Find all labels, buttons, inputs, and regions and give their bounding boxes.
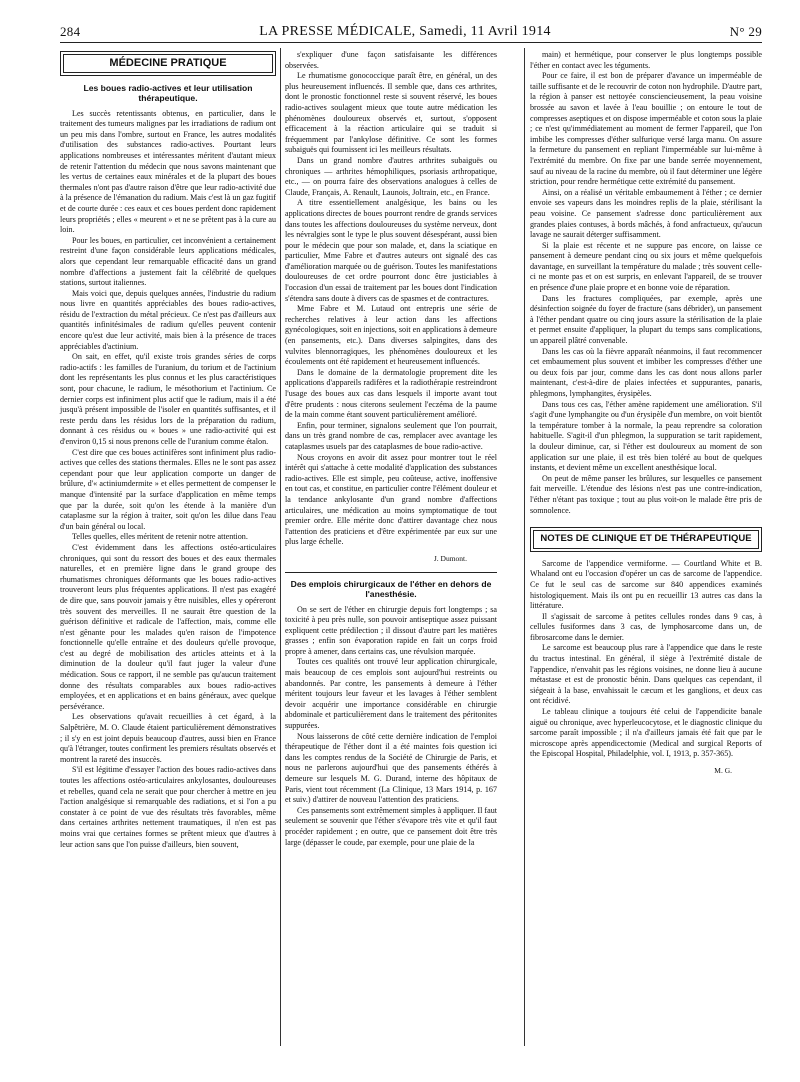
paragraph: Nous laisserons de côté cette dernière indication de l'emploi thérapeutique de l'éther dont il a été maintes fois question ici dans les comptes rendus de la Société de Chirurgie de Paris, et nous ne parlerons aujourd'hui que des pansements éthérés à demeure sur lesquels M. G. Durand, interne des hôpitaux de Paris, vient tout récemment (La Clinique, 13 Mars 1914, p. 167 et suiv.) d'attirer de nouveau l'attention des praticiens. bbox=[285, 731, 497, 805]
paragraph: C'est dire que ces boues actinifères sont infiniment plus radio-actives que celles des stations thermales. Elles ne le sont pas assez cependant pour que leur application comporte un danger de brûlure, d'« actiniumdermite » et elles permettent de compenser le manque d'intensité par la surface d'application en même temps que par la durée, soit qu'on les étende à la manière d'un cataplasme sur la région à traiter, soit qu'on les dilue dans l'eau d'un bain général ou local. bbox=[60, 447, 276, 531]
column-3 bbox=[530, 50, 762, 777]
paragraph: Ces pansements sont extrêmement simples à appliquer. Il faut seulement se souvenir que l'éther s'évapore très vite et qu'il faut procéder rapidement ; en outre, que ce pansement doit être très large (dépasser le coude, par exemple, pour une plaie de la bbox=[285, 805, 497, 847]
article-title: Des emplois chirurgicaux de l'éther en dehors de l'anesthésie. bbox=[290, 578, 492, 599]
column-divider bbox=[280, 48, 281, 1046]
paragraph: Le sarcome est beaucoup plus rare à l'appendice que dans le reste du tractus intestinal. En général, il siège à l'extrémité distale de l'appendice, n'envahit pas les régions voisines, ne donne lieu à aucune métastase et est de pronostic bénin. Dans quelques cas cependant, il siégeait à la base, envahissait le cæcum et les ganglions, et deux cas ont récidivé. bbox=[530, 643, 762, 706]
paragraph: Sarcome de l'appendice vermiforme. — Courtland White et B. Whaland ont eu l'occasion d'opérer un cas de sarcome de l'appendice. Ce fut le seul cas de sarcome sur 840 appendices examinés histologiquement. Mais ils ont pu en recueillir 13 autres cas dans la littérature. bbox=[530, 558, 762, 611]
page-number: 284 bbox=[60, 24, 81, 39]
article-separator bbox=[285, 572, 497, 573]
paragraph: Pour ce faire, il est bon de préparer d'avance un imperméable de taille suffisante et de le recouvrir de coton non hydrophile. D'autre part, la région à panser est nettoyée consciencieusement, la peau voisine brossée au savon et lavée à l'eau bouillie ; on entoure le tout de compresses aseptiques et on dispose imperméable et coton sous la plaie ; ce n'est qu'immédiatement au moment de fermer l'appareil, que l'on imbibe les compresses d'éther sulfurique versé larga manu. On assure la fermeture du pansement en repliant l'imperméable sur lui-même à l'extrémité du membre. On fixe par une bande serrée moyennement, sauf au niveau de la racine du membre, où il faut déterminer une légère striction, pour rendre hermétique cette extrémité du pansement. bbox=[530, 71, 762, 187]
column-1 bbox=[60, 50, 276, 850]
paragraph: Pour les boues, en particulier, cet inconvénient a certainement restreint d'une façon considérable leurs applications médicales, alors que cependant leur remarquable efficacité dans un grand nombre d'affections a justement fait la célébrité de quelques stations, surtout italiennes. bbox=[60, 235, 276, 288]
paragraph: S'il est légitime d'essayer l'action des boues radio-actives dans toutes les affections ostéo-articulaires ankylosantes, douloureuses et rebelles, quand cela ne serait que pour chercher à mettre en jeu l'action analgésique si remarquable des radiations, et si l'on a pu constater à ce point de vue des résultats très favorables, même dans certaines arthrites nettement traumatiques, il n'en est pas moins vrai que certaines formes se prêtent mieux que d'autres à leur action sans que l'on puisse d'ailleurs, bien souvent, bbox=[60, 765, 276, 849]
paragraph: Il s'agissait de sarcome à petites cellules rondes dans 9 cas, à cellules fusiformes dans 3 cas, de lymphosarcome dans un, de fibrosarcome dans le dernier. bbox=[530, 611, 762, 642]
paragraph: C'est évidemment dans les affections ostéo-articulaires chroniques, qui sont du ressort des boues et des eaux thermales naturelles, et en première ligne dans le grand groupe des rhumatismes chroniques déformants que les boues radio-actives trouveront leurs plus fréquentes applications. Il n'est pas exagéré de dire que, sans pouvoir jamais y être nuisibles, elles y opéreront très souvent des merveilles. Il ne saurait être question de la guérison définitive et radicale de l'affection, mais, comme elle n'est gênante pour les malades qu'en raison de l'impotence fonctionnelle qu'elle entraîne et des douleurs qu'elle provoque, c'est au degré de mobilisation des articles atteints et à la diminution de la douleur qu'il faut juger la valeur d'une médication. Sous ce rapport, il ne semble pas qu'aucun traitement donne des résultats comparables aux boues radio-actives employées, et en applications et en bains généraux, avec quelque persévérance. bbox=[60, 542, 276, 711]
column-2 bbox=[285, 50, 497, 848]
article-title: Les boues radio-actives et leur utilisation thérapeutique. bbox=[83, 82, 253, 104]
paragraph: s'expliquer d'une façon satisfaisante les différences observées. bbox=[285, 50, 497, 70]
paragraph: Le tableau clinique a toujours été celui de l'appendicite banale aiguë ou chronique, avec hyperleucocytose, et le diagnostic clinique du sarcome paraît impossible ; il n'a d'ailleurs jamais été fait que par le microscope après appendicectomie (Medical and surgical Reports of the Episcopal Hospital, Philadelphie, vol. I, 1913, p. 357-365). bbox=[530, 707, 762, 759]
paragraph: Toutes ces qualités ont trouvé leur application chirurgicale, mais beaucoup de ces emplois sont aujourd'hui restreints ou abandonnés. Par contre, les pansements à demeure à l'éther méritent toujours leur faveur et les lavages à l'éther semblent devoir acquérir une importance considérable en chirurgie abdominale et particulièrement dans le traitement des péritonites suppurées. bbox=[285, 657, 497, 731]
running-header bbox=[60, 18, 762, 40]
paragraph: Mais voici que, depuis quelques années, l'industrie du radium nous livre en quantités appréciables des boues radio-actives, résidu de l'extraction du métal précieux. Ce n'est pas d'ailleurs aux quantités infinitésimales de radium qu'elles peuvent contenir encore qu'est due leur activité, mais bien à la présence de traces appréciables d'actinium. bbox=[60, 288, 276, 351]
paragraph: Dans les cas où la fièvre apparaît néanmoins, il faut recommencer cet embaumement plus souvent et imbiber les compresses d'éther une ou deux fois par jour, comme dans les cas dont nous allons parler maintenant, c'est-à-dire de plaies infectées et suppurantes, panaris, phlegmons, lymphangites, érysipèles. bbox=[530, 346, 762, 398]
paragraph: main) et hermétique, pour conserver le plus longtemps possible l'éther en contact avec les téguments. bbox=[530, 50, 762, 70]
paragraph: Telles quelles, elles méritent de retenir notre attention. bbox=[72, 532, 248, 542]
paragraph: Ainsi, on a réalisé un véritable embaumement à l'éther ; ce dernier envoie ses vapeurs dans les moindres replis de la plaie, stérilisant la peau voisine. Ce pansement s'adresse donc particulièrement aux grandes plaies contuses, à bords mâchés, à fond anfractueux, qu'aucun lavage ne saurait déterger suffisamment. bbox=[530, 187, 762, 240]
paragraph: Si la plaie est récente et ne suppure pas encore, on laisse ce pansement à demeure pendant cinq ou six jours et même quelquefois davantage, en surveillant la température du malade ; très souvent celle-ci ne monte pas et on est surpris, en enlevant l'appareil, de se trouver en présence d'une plaie propre et en bonne voie de réparation. bbox=[530, 240, 762, 293]
paragraph: On peut de même panser les brûlures, sur lesquelles ce pansement fait merveille. L'étendue des lésions n'est pas une contre-indication, l'éther n'étant pas toxique ; tout au plus voit-on le malade être pris de somnolence. bbox=[530, 473, 762, 515]
journal-title: LA PRESSE MÉDICALE, Samedi, 11 Avril 1914 bbox=[259, 24, 551, 39]
section-heading: MÉDECINE PRATIQUE bbox=[63, 54, 273, 73]
paragraph: On sait, en effet, qu'il existe trois grandes séries de corps radio-actifs : les familles de l'uranium, du torium et de l'actinium dont les représentants les plus connus et les plus caractéristiques sont, pour chacune, le radium, le mésothorium et l'actinium. Ce dernier corps est infiniment plus actif que le radium, mais il a été jusqu'à présent impossible de l'isoler en quantités suffisantes, et il reste perdu dans les résidus lors de la préparation du radium, donnant à ces résidus ou « boues » une radio-activité qui est d'environ 0,15 si nous prenons celle de l'uranium comme étalon. bbox=[60, 352, 276, 446]
paragraph: Dans les fractures compliquées, par exemple, après une désinfection soignée du foyer de fracture (sans débrider), un pansement à l'éther pendant quatre ou cinq jours assure la stérilisation de la plaie et permet ensuite d'appliquer, la plupart du temps sans complications, un appareil plâtré convenable. bbox=[530, 293, 762, 346]
paragraph: On se sert de l'éther en chirurgie depuis fort longtemps ; sa toxicité à peu près nulle, son pouvoir antiseptique assez puissant expliquent cette prédilection ; il dissout d'autre part les matières grasses ; enfin son évaporation rapide en fait un corps froid propre à amener, dans certains cas, une révulsion marquée. bbox=[285, 604, 497, 656]
paragraph: Mme Fabre et M. Lutaud ont entrepris une série de recherches relatives à leur action dans les affections gynécologiques, soit en injections, soit en applications à demeure (en pansements, etc.). Dans diverses salpingites, dans des vulvites blennorragiques, les phénomènes douloureux et les écoulements ont été rapidement et heureusement influencés. bbox=[285, 304, 497, 367]
header-rule bbox=[60, 42, 762, 43]
paragraph: Nous croyons en avoir dit assez pour montrer tout le réel intérêt qui s'attache à cette modalité d'application des substances radio-actives. Elle est simple, peu coûteuse, active, inoffensive en tout cas, et constitue, en particulier contre l'élément douleur et la tendance ankylosante d'un grand nombre d'affections articulaires, une médication au moins symptomatique de tout premier ordre. Elle mérite donc d'attirer davantage chez nous l'attention des praticiens et d'être expérimentée par eux sur une plus large échelle. bbox=[285, 452, 497, 547]
author-signature: M. G. bbox=[714, 766, 732, 775]
paragraph: Dans tous ces cas, l'éther amène rapidement une amélioration. S'il s'agit d'une lymphangite ou d'un érysipèle d'un membre, on voit bientôt la température tomber à la normale, la peau reprendre sa coloration habituelle. S'agit-il d'un phlegmon, la suppuration se tarit rapidement, la douleur diminue, car, si l'éther est douloureux au moment de son application sur une plaie, il est très bien toléré au bout de quelques instants, et devient même un excellent anesthésique local. bbox=[530, 399, 762, 473]
paragraph: Dans le domaine de la dermatologie proprement dite les applications d'appareils radifères et la radiothérapie restreindront l'usage des boues aux cas dans lesquels il importe avant tout d'être prudents : nous citerons seulement l'eczéma de la paume de la main comme étant souvent particulièrement amélioré. bbox=[285, 367, 497, 420]
paragraph: Dans un grand nombre d'autres arthrites subaiguës ou chroniques — arthrites hémophiliques, psoriasis arthropatique, etc., — on pourra faire des observations analogues à celles de Claude, Français, A. Renault, Launois, Joltrain, etc., en France. bbox=[285, 155, 497, 197]
paragraph: A titre essentiellement analgésique, les bains ou les applications directes de boues pourront rendre de grands services dans toutes les affections douloureuses du système nerveux, dont les névralgies sont le type le plus souvent désespérant, aussi bien pour le médecin que pour son malade, et, dans la sciatique en particulier, Mme Fabre et d'autres auteurs ont signalé des cas d'amélioration marquée ou de guérison. Toutes les manifestations douloureuses de cet ordre pourront donc être justiciables à l'occasion d'un essai de traitement par les boues dont l'indication s'étendra sans doute à divers cas de spasmes et de contractures. bbox=[285, 198, 497, 303]
paragraph: Les succès retentissants obtenus, en particulier, dans le traitement des tumeurs malignes par les irradiations de radium ont un peu mis dans l'ombre, surtout en France, les autres modalités d'utilisation des substances radio-actives. Pourtant leurs applications nombreuses et intéressantes méritent d'autant mieux de retenir l'attention du médecin que nous savons maintenant que les vertus de certaines eaux minérales et de la plupart des boues thermales n'ont pas d'autre raison d'être que leur radio-activité due à la présence de l'émanation du radium. Mais c'est là un gaz fugitif et de courte durée : ces eaux et ces boues perdent donc rapidement leurs propriétés ; elles « meurent » et ne se prêtent pas à la cure au loin. bbox=[60, 108, 276, 235]
author-signature: J. Dumont. bbox=[433, 553, 467, 563]
paragraph: Les observations qu'avait recueillies à cet égard, à la Salpêtrière, M. O. Claude étaient particulièrement démonstratives ; il s'y en est joint depuis beaucoup d'autres, aussi bien en France qu'à l'étranger, toutes confirment les premiers résultats observés et montrent la rareté des insuccès. bbox=[60, 712, 276, 764]
issue-number: N° 29 bbox=[729, 24, 762, 39]
paragraph: Enfin, pour terminer, signalons seulement que l'on pourrait, dans un très grand nombre de cas, remplacer avec avantage les cataplasmes usuels par des cataplasmes de boue radio-active. bbox=[285, 420, 497, 451]
paragraph: Le rhumatisme gonococcique paraît être, en général, un des plus heureusement influencés. Il semble que, dans ces arthrites, dont le pronostic fonctionnel reste si souvent réservé, les boues radio-actives soulagent mieux que toute autre médication les phénomènes douloureux observés et, surtout, s'opposent efficacement à la réaction articulaire qui se traduit si fréquemment par l'ankylose définitive. Ce sont les formes subaiguës qui fournissent ici les meilleurs résultats. bbox=[285, 71, 497, 155]
section-heading: NOTES DE CLINIQUE ET DE THÉRAPEUTIQUE bbox=[533, 530, 759, 549]
column-divider bbox=[524, 48, 525, 1046]
